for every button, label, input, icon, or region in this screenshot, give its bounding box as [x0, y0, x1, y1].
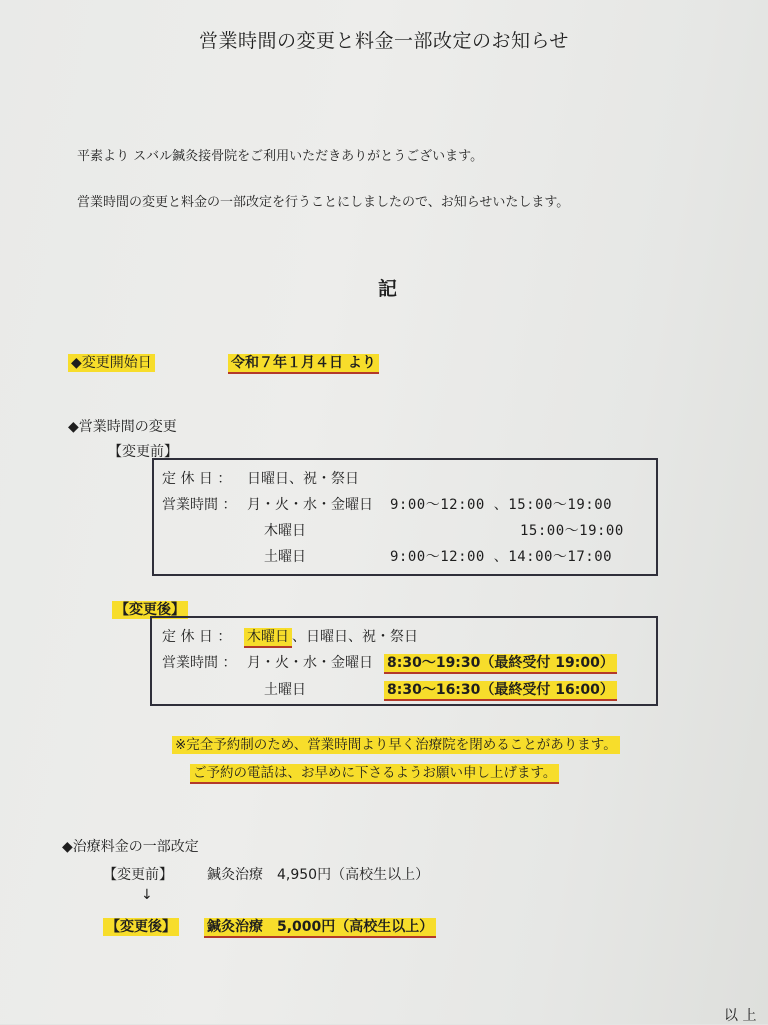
document-title: 営業時間の変更と料金一部改定のお知らせ [199, 30, 569, 52]
notice-line-1-wrap [172, 733, 620, 753]
before-sat-days: 土曜日 [264, 549, 306, 565]
after-sat-days: 土曜日 [264, 682, 306, 698]
after-label: 【変更後】 [112, 601, 188, 619]
after-closed-new: 木曜日 [244, 628, 292, 648]
ki-mark: 記 [378, 278, 398, 300]
start-date-label: ◆変更開始日 [68, 354, 155, 372]
before-thu-days: 木曜日 [264, 523, 306, 539]
after-weekday-hours: 8:30～19:30（最終受付 19:00） [384, 654, 617, 674]
hours-heading: ◆営業時間の変更 [68, 419, 177, 435]
fee-heading: ◆治療料金の一部改定 [62, 839, 199, 855]
fee-after-label: 【変更後】 [103, 918, 179, 936]
after-sat-hours: 8:30～16:30（最終受付 16:00） [384, 681, 617, 701]
closing-mark: 以 上 [724, 1008, 757, 1024]
after-hours-label: 営業時間 ： [162, 655, 237, 671]
before-sat-hours: 9:00～12:00 、14:00～17:00 [390, 549, 613, 565]
intro-line-2: 営業時間の変更と料金の一部改定を行うことにしましたので、お知らせいたします。 [77, 195, 570, 210]
before-closed-value: 日曜日、祝・祭日 [247, 471, 359, 487]
fee-after-value-wrap [204, 916, 436, 936]
before-label: 【変更前】 [108, 444, 178, 460]
notice-line-2-wrap [190, 761, 559, 781]
after-closed-rest: 、日曜日、祝・祭日 [292, 629, 418, 645]
before-closed-label: 定 休 日 ： [162, 471, 232, 487]
start-date-value-wrap [228, 352, 379, 372]
fee-after-label-wrap [103, 916, 179, 936]
after-closed-label: 定 休 日 ： [162, 629, 232, 645]
after-sat-hours-wrap [384, 679, 617, 699]
start-date-value: 令和７年１月４日 より [228, 354, 379, 374]
intro-line-1: 平素より スバル鍼灸接骨院をご利用いただきありがとうございます。 [77, 149, 484, 164]
fee-before-value: 鍼灸治療 4,950円（高校生以上） [207, 867, 430, 883]
start-date-row [68, 352, 155, 372]
before-hours-label: 営業時間 ： [162, 497, 237, 513]
after-closed-value-wrap [244, 626, 418, 646]
before-weekday-days: 月・火・水・金曜日 [247, 497, 373, 513]
notice-line-1: ※完全予約制のため、営業時間より早く治療院を閉めることがあります。 [172, 736, 620, 754]
before-weekday-hours: 9:00～12:00 、15:00～19:00 [390, 497, 613, 513]
arrow-down-icon: ↓ [141, 887, 153, 903]
fee-after-value: 鍼灸治療 5,000円（高校生以上） [204, 918, 436, 938]
before-thu-hours: 15:00～19:00 [520, 523, 624, 539]
fee-before-label: 【変更前】 [103, 867, 173, 883]
notice-line-2: ご予約の電話は、お早めに下さるようお願い申し上げます。 [190, 764, 559, 784]
after-weekday-days: 月・火・水・金曜日 [247, 655, 373, 671]
after-weekday-hours-wrap [384, 652, 617, 672]
